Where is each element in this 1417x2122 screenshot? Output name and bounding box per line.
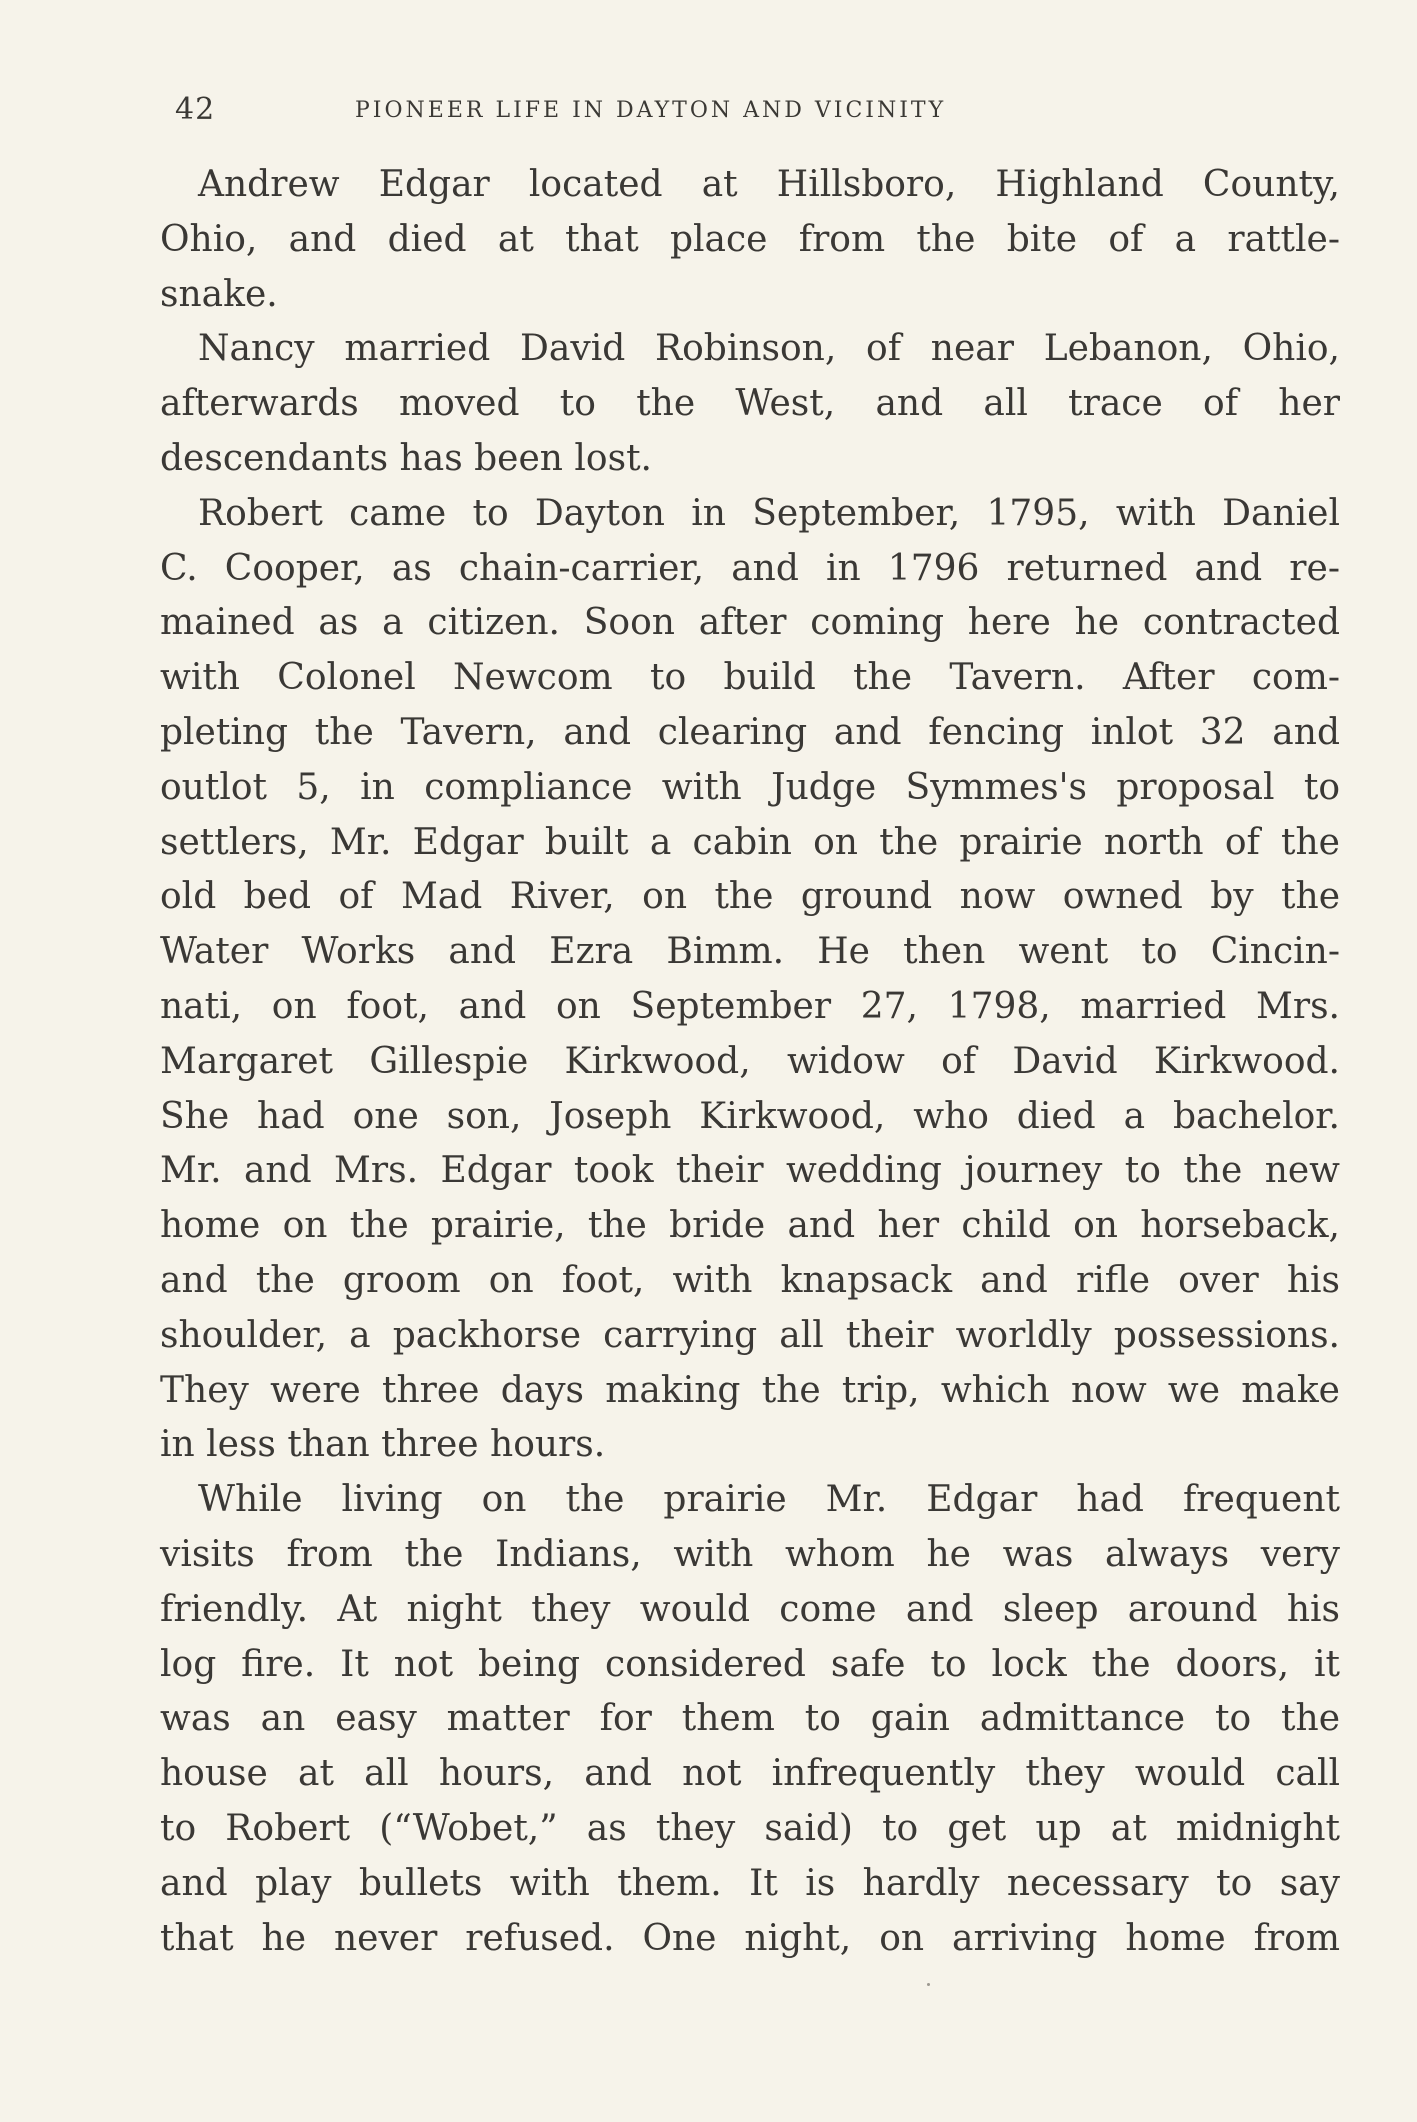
text-line: They were three days making the trip, which now we make [160,1369,1340,1411]
text-line: Robert came to Dayton in September, 1795, with Daniel [198,492,1340,534]
paragraph [160,322,1340,486]
text-line: nati, on foot, and on September 27, 1798, married Mrs. [160,985,1340,1027]
text-line: Water Works and Ezra Bimm. He then went to Cincin- [160,931,1340,973]
text-line: While living on the prairie Mr. Edgar had frequent [198,1479,1340,1521]
page-header [175,92,1340,132]
body-text [160,158,1340,1966]
page-number: 42 [175,92,216,127]
text-line: afterwards moved to the West, and all trace of her [160,383,1340,425]
text-line: Andrew Edgar located at Hillsboro, Highland County, [198,164,1340,205]
text-line: visits from the Indians, with whom he was always very [160,1533,1340,1575]
text-line: to Robert (“Wobet,” as they said) to get up at midnight [160,1807,1340,1849]
paragraph [160,1473,1340,1966]
text-line: pleting the Tavern, and clearing and fencing inlot 32 and [160,711,1340,753]
text-line: descendants has been lost. [160,437,652,479]
text-line: C. Cooper, as chain-carrier, and in 1796 returned and re- [160,547,1340,589]
text-line: Ohio, and died at that place from the bite of a rattle- [160,218,1340,260]
text-line: home on the prairie, the bride and her child on horseback, [160,1205,1340,1247]
text-line: and play bullets with them. It is hardly necessary to say [160,1862,1340,1904]
paragraph [160,487,1340,1473]
text-line: friendly. At night they would come and sleep around his [160,1588,1340,1630]
text-line: was an easy matter for them to gain admittance to the [160,1698,1340,1740]
text-line: shoulder, a packhorse carrying all their worldly possessions. [160,1314,1340,1356]
text-line: outlot 5, in compliance with Judge Symmes's proposal to [160,766,1340,808]
paragraph [160,158,1340,322]
text-line: with Colonel Newcom to build the Tavern. After com- [160,657,1340,699]
text-line: Mr. and Mrs. Edgar took their wedding journey to the new [160,1150,1340,1192]
text-line: in less than three hours. [160,1424,606,1466]
text-line: that he never refused. One night, on arriving home from [160,1917,1340,1959]
paper-speck [927,1983,930,1986]
text-line: settlers, Mr. Edgar built a cabin on the prairie north of the [160,821,1340,863]
running-head: PIONEER LIFE IN DAYTON AND VICINITY [355,98,947,123]
text-line: log fire. It not being considered safe to lock the doors, it [160,1643,1340,1685]
text-line: old bed of Mad River, on the ground now owned by the [160,876,1340,918]
text-line: and the groom on foot, with knapsack and rifle over his [160,1259,1340,1301]
text-line: Margaret Gillespie Kirkwood, widow of David Kirkwood. [160,1040,1340,1082]
text-line: mained as a citizen. Soon after coming here he contracted [160,602,1340,644]
text-line: Nancy married David Robinson, of near Lebanon, Ohio, [198,328,1340,370]
text-line: house at all hours, and not infrequently they would call [160,1753,1340,1795]
text-line: snake. [160,273,278,315]
text-line: She had one son, Joseph Kirkwood, who died a bachelor. [160,1095,1340,1137]
